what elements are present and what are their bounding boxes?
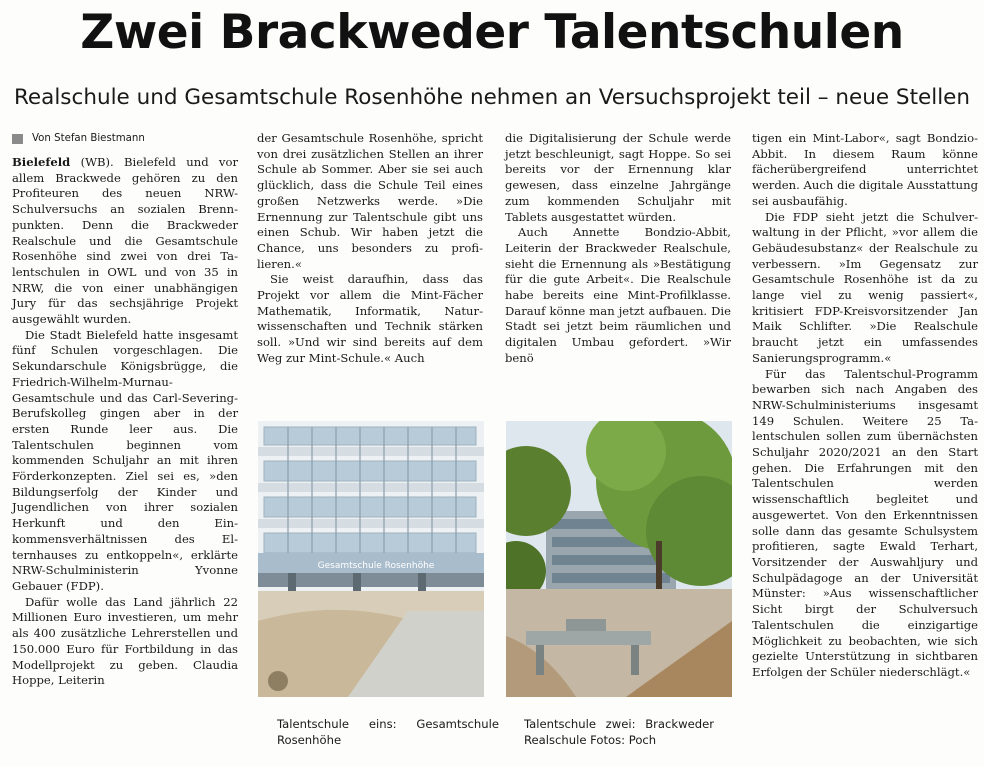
byline-square-icon	[12, 134, 23, 144]
paragraph: Sie weist daraufhin, dass das Projekt vor allem die Mint-Fächer Mathematik, Informatik, Naturwissenschaften und Technik stärken soll. »Und wir sind bereits auf dem Weg zur Mint-Schule.« Auch	[257, 272, 483, 365]
photo-caption-1: Talentschule eins: Gesamtschule Rosenhöhe	[277, 717, 499, 747]
article-column-1	[12, 131, 238, 689]
schoolyard-illustration	[506, 421, 732, 697]
photo-gesamtschule-rosenhoehe	[258, 421, 484, 697]
paragraph: Die FDP sieht jetzt die Schulverwaltung in der Pflicht, »vor allem die Gebäudesubstanz« der Realschule zu verbessern. »Im Gegensatz zur Gesamtschule Rosenhöhe ist da zu lange viel zu wenig passiert«, kritisiert FDP-Kreisvorsitzender Jan Maik Schlifter. »Die Realschule braucht jetzt ein umfassendes Sanierungsprogramm.«	[752, 209, 978, 365]
photo-caption-2: Talentschule zwei: Brackweder Realschule Fotos: Poch	[524, 717, 714, 747]
byline-author: Von Stefan Biestmann	[32, 133, 145, 144]
school-building-illustration	[258, 421, 484, 697]
paragraph-text: (WB). Bielefeld und vor allem Brackwede gehören zu den Profiteuren des neuen NRW-Schulversuchs an sozialen Brennpunkten. Denn die Brackweder Realschule und die Gesamtschule Rosenhöhe sind zwei von drei Talentschulen in OWL und von 35 in NRW, die von einer unabhängigen Jury für das sechsjährige Projekt ausgewählt wurden.	[12, 155, 239, 327]
headline: Zwei Brackweder Talentschulen	[80, 5, 904, 60]
paragraph	[12, 155, 238, 328]
dateline: Bielefeld	[12, 155, 71, 169]
building-sign-text: Gesamtschule Rosenhöhe	[317, 561, 435, 571]
subheadline: Realschule und Gesamtschule Rosenhöhe nehmen an Versuchsprojekt teil – neue Stellen	[13, 85, 971, 110]
paragraph: tigen ein Mint-Labor«, sagt Bondzio-Abbit. In diesem Raum könne fächerübergreifend unterrichtet werden. Auch die digitale Ausstattung sei ausbaufähig.	[752, 131, 978, 208]
article-column-4	[752, 131, 978, 681]
paragraph: die Digitalisierung der Schule werde jetzt beschleunigt, sagt Hoppe. So sei bereits vor der Ernennung klar gewesen, dass einzelne Jahrgänge zum kommenden Schuljahr mit Tablets ausgestattet würden.	[505, 131, 731, 224]
paragraph: Auch Annette Bondzio-Abbit, Leiterin der Brackweder Realschule, sieht die Ernennung als »Bestätigung für die gute Arbeit«. Die Realschule habe bereits eine Mint-Profilklasse. Darauf könne man jetzt aufbauen. Die Stadt sei jetzt beim räumlichen und digitalen Umbau gefordert. »Wir benö	[505, 225, 731, 365]
article-column-2	[257, 131, 483, 367]
paragraph: Die Stadt Bielefeld hatte insgesamt fünf Schulen vorgeschlagen. Die Sekundarschule Königsbrügge, die Friedrich-Wilhelm-Murnau-Gesamtschule und das Carl-Severing-Berufskolleg gingen aber in der ersten Runde leer aus. Die Talentschulen beginnen vom kommenden Schuljahr an mit ihren Förderkonzepten. Ziel sei es, »den Bildungserfolg der Kinder und Jugendlichen von ihrer sozialen Herkunft und den Einkommensverhältnissen des Elternhauses zu entkoppeln«, erklärte NRW-Schulministerin Yvonne Gebauer (FDP).	[12, 327, 238, 593]
paragraph: der Gesamtschule Rosenhöhe, spricht von drei zusätzlichen Stellen an ihrer Schule ab Sommer. Aber sie sei auch glücklich, dass die Schule Teil eines großen Netzwerks werde. »Die Ernennung zur Talentschule gibt uns einen Schub. Wir haben jetzt die Chance, uns besonders zu profilieren.«	[257, 131, 483, 271]
byline	[12, 131, 238, 146]
article-column-3	[505, 131, 731, 367]
photo-brackweder-realschule	[506, 421, 732, 697]
paragraph: Dafür wolle das Land jährlich 22 Millionen Euro investieren, um mehr als 400 zusätzliche Lehrerstellen und 150.000 Euro für Fortbildung in das Modellprojekt zu geben. Claudia Hoppe, Leiterin	[12, 594, 238, 688]
paragraph: Für das Talentschul-Programm bewarben sich nach Angaben des NRW-Schulministeriums insgesamt 149 Schulen. Weitere 25 Talentschulen sollen zum übernächsten Schuljahr 2020/2021 an den Start gehen. Die Erfahrungen mit den Talentschulen werden wissenschaftlich begleitet und ausgewertet. Von den Erkenntnissen solle dann das gesamte Schulsystem profitieren, sagte Ewald Terhart, Vorsitzender der Auswahljury und Schulpädagoge an der Universität Münster: »Aus wissenschaftlicher Sicht birgt der Schulversuch Talentschulen die einzigartige Möglichkeit zu beobachten, wie sich gezielte Unterstützung in sichtbaren Erfolgen der Schüler niederschlägt.«	[752, 366, 978, 679]
